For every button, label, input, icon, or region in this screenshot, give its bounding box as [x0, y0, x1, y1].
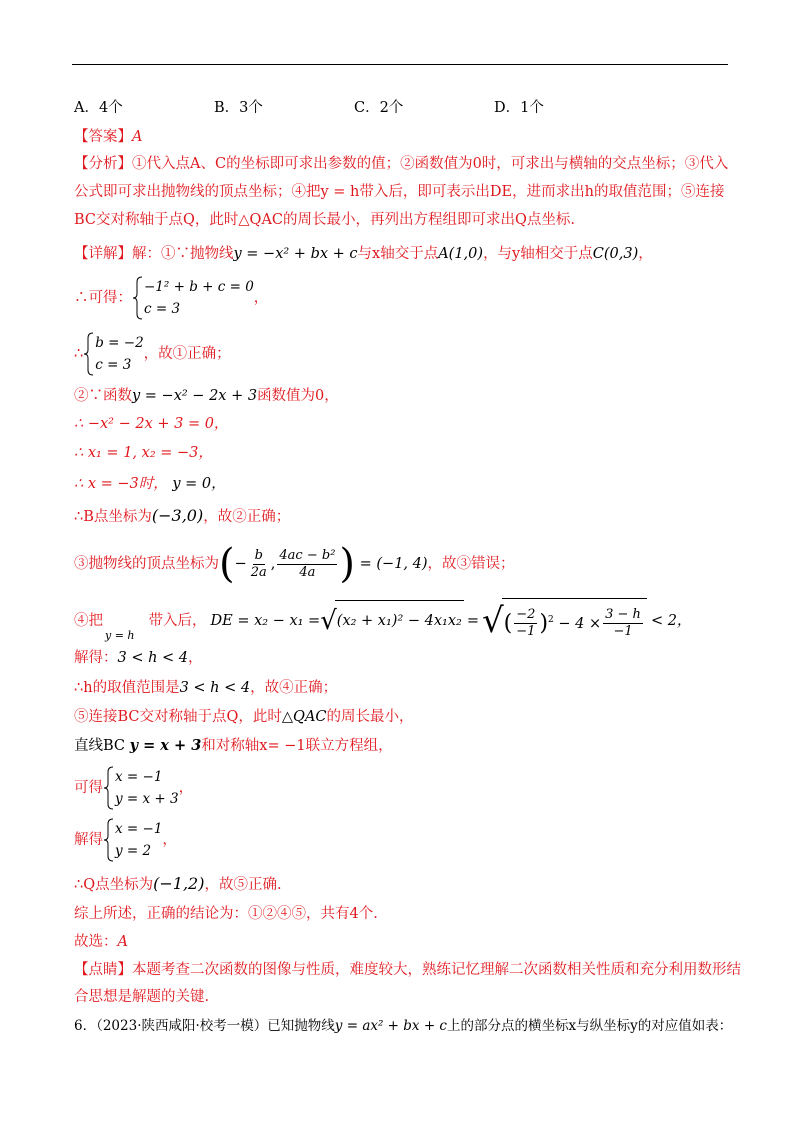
header-rule [72, 64, 728, 65]
option-d: D．1个 [494, 100, 544, 116]
summary-line: 综上所述，正确的结论为：①②④⑤，共有4个. [74, 906, 378, 922]
answer-value: A [132, 129, 143, 145]
option-c: C．2个 [354, 100, 404, 116]
choice-line: 故选：A [74, 934, 128, 950]
step-solve-h: 解得：3 < h < 4， [74, 650, 203, 666]
brace-icon [103, 766, 115, 810]
comment-tag: 【点睛】 [74, 962, 132, 978]
system-step-1: ∴可得： −1² + b + c = 0 c = 3， [74, 276, 268, 320]
answer-tag: 【答案】 [74, 129, 132, 145]
detail-tag: 【详解】 [74, 246, 132, 262]
brace-icon [83, 332, 95, 376]
step-vertex: ③抛物线的顶点坐标为(− $\frac{b}{2a}$ , $\frac{\text{4ac − b²}}{4a}$ ) = (−1, 4)，故③错误； [74, 541, 515, 587]
system-step-3: 可得 x = −1 y = x + 3， [74, 766, 193, 810]
analysis-line-3: BC交对称轴于点Q，此时△QAC的周长最小，再列出方程组即可求出Q点坐标. [74, 212, 576, 228]
analysis-line-2: 公式即可求出抛物线的顶点坐标；④把y = h带入后，即可表示出DE，进而求出h的取值范围；⑤连接 [74, 184, 725, 200]
brace-icon [132, 276, 144, 320]
option-a: A．4个 [74, 100, 123, 116]
system-step-4: 解得 x = −1 y = 2， [74, 818, 177, 862]
step-point-q: ∴Q点坐标为(−1,2)，故⑤正确. [74, 874, 282, 893]
comment-line-1: 【点睛】本题考查二次函数的图像与性质，难度较大，熟练记忆理解二次函数相关性质和充分利用数形结 [74, 962, 741, 978]
option-b: B．3个 [214, 100, 263, 116]
brace-icon [103, 818, 115, 862]
answer-options [74, 98, 634, 118]
step-equation: ∴ −x² − 2x + 3 = 0， [74, 416, 229, 432]
step-de-inequality: ④把$_{y = h}$带入后， DE = x₂ − x₁ =√(x₂ + x₁)² − 4x₁x₂ =√( $\frac{-2}{-1}$ )$^2$ − 4 × $\frac{3 - h}{-1}$ < 2， [74, 598, 691, 644]
step-point-b: ∴B点坐标为(−3,0)，故②正确； [74, 506, 291, 525]
comment-line-2: 合思想是解题的关键. [74, 989, 210, 1005]
step-h-range: ∴h的取值范围是3 < h < 4，故④正确； [74, 680, 338, 696]
step-x-value: ∴ x = −3时， y = 0， [74, 476, 226, 492]
step-roots: ∴ x₁ = 1, x₂ = −3， [74, 445, 213, 461]
step-function-zero: ②∵函数y = −x² − 2x + 3函数值为0， [74, 388, 339, 404]
step-connect-bc: ⑤连接BC交对称轴于点Q，此时△QAC的周长最小， [74, 709, 414, 725]
answer-line [74, 127, 142, 147]
analysis-tag: 【分析】 [74, 156, 132, 172]
question-number: 6． [74, 1018, 97, 1034]
system-step-2: ∴ b = −2 c = 3，故①正确； [74, 332, 231, 376]
question-6: 6．（2023·陕西咸阳·校考一模）已知抛物线y = ax² + bx + c上的部分点的横坐标x与纵坐标y的对应值如表： [74, 1018, 733, 1034]
detail-line-1: 【详解】解：①∵抛物线y = −x² + bx + c与x轴交于点A(1,0)，与y轴相交于点C(0,3)， [74, 246, 653, 262]
analysis-line-1: 【分析】①代入点A、C的坐标即可求出参数的值；②函数值为0时，可求出与横轴的交点坐标；③代入 [74, 156, 729, 172]
step-line-bc: 直线BC y = x + 3和对称轴x= −1联立方程组， [74, 737, 393, 754]
question-source: （2023·陕西咸阳·校考一模） [96, 1018, 268, 1034]
